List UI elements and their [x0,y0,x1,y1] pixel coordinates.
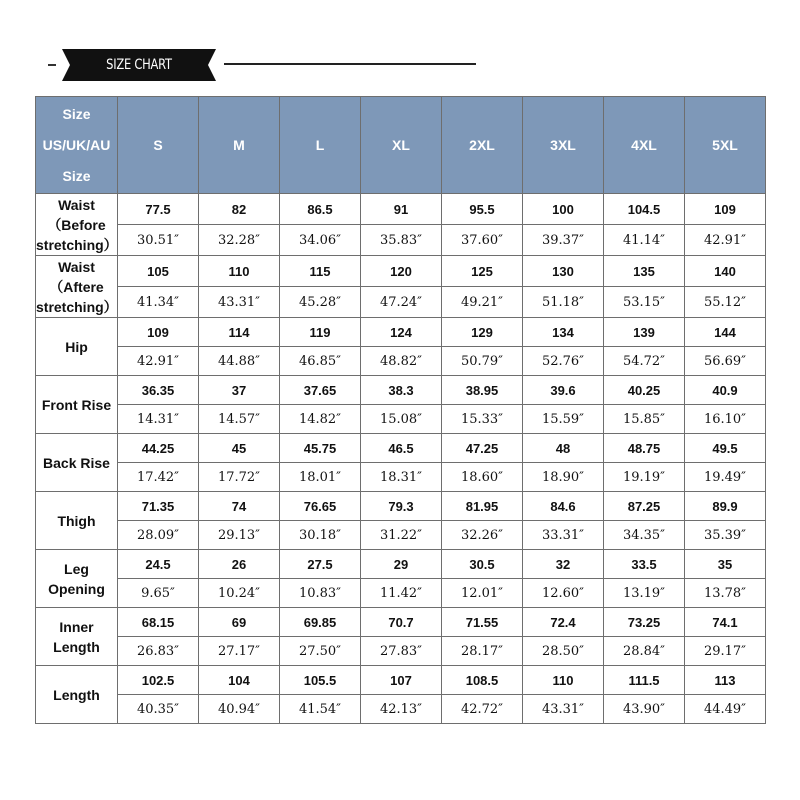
cm-value-cell: 134 [523,318,604,347]
inch-value-cell: 52.76″ [523,347,604,376]
cm-value-cell: 130 [523,256,604,287]
measure-row-inch [36,463,766,492]
size-header: XL [361,97,442,194]
cm-value-cell: 35 [685,550,766,579]
cm-value-cell: 38.3 [361,376,442,405]
measure-row-cm [36,318,766,347]
cm-value-cell: 77.5 [118,194,199,225]
inch-value-cell: 42.91″ [118,347,199,376]
cm-value-cell: 24.5 [118,550,199,579]
cm-value-cell: 45 [199,434,280,463]
inch-value-cell: 28.09″ [118,521,199,550]
measure-row-cm [36,608,766,637]
cm-value-cell: 32 [523,550,604,579]
inch-value-cell: 40.35″ [118,695,199,724]
inch-value-cell: 15.85″ [604,405,685,434]
cm-value-cell: 100 [523,194,604,225]
size-header: 2XL [442,97,523,194]
cm-value-cell: 144 [685,318,766,347]
cm-value-cell: 139 [604,318,685,347]
header-row [36,97,766,194]
cm-value-cell: 37.65 [280,376,361,405]
row-label: Thigh [36,492,118,550]
cm-value-cell: 86.5 [280,194,361,225]
cm-value-cell: 81.95 [442,492,523,521]
measure-row-cm [36,256,766,287]
inch-value-cell: 31.22″ [361,521,442,550]
cm-value-cell: 105 [118,256,199,287]
table-body [36,194,766,724]
cm-value-cell: 135 [604,256,685,287]
size-header: S [118,97,199,194]
inch-value-cell: 26.83″ [118,637,199,666]
inch-value-cell: 55.12″ [685,287,766,318]
measure-row-cm [36,434,766,463]
inch-value-cell: 13.78″ [685,579,766,608]
inch-value-cell: 15.08″ [361,405,442,434]
inch-value-cell: 50.79″ [442,347,523,376]
inch-value-cell: 37.60″ [442,225,523,256]
measure-row-inch [36,695,766,724]
corner-region-label: US/UK/AU [42,137,111,153]
measure-row-cm [36,194,766,225]
cm-value-cell: 40.25 [604,376,685,405]
cm-value-cell: 95.5 [442,194,523,225]
inch-value-cell: 39.37″ [523,225,604,256]
inch-value-cell: 43.31″ [523,695,604,724]
corner-size-label-bottom: Size [62,168,91,184]
cm-value-cell: 71.35 [118,492,199,521]
banner-flag [62,49,216,81]
inch-value-cell: 34.35″ [604,521,685,550]
cm-value-cell: 79.3 [361,492,442,521]
cm-value-cell: 104 [199,666,280,695]
inch-value-cell: 45.28″ [280,287,361,318]
inch-value-cell: 14.82″ [280,405,361,434]
cm-value-cell: 40.9 [685,376,766,405]
cm-value-cell: 84.6 [523,492,604,521]
cm-value-cell: 71.55 [442,608,523,637]
inch-value-cell: 9.65″ [118,579,199,608]
banner-dash [48,64,56,66]
inch-value-cell: 15.33″ [442,405,523,434]
inch-value-cell: 27.50″ [280,637,361,666]
cm-value-cell: 129 [442,318,523,347]
inch-value-cell: 41.14″ [604,225,685,256]
row-label: Length [36,666,118,724]
cm-value-cell: 48 [523,434,604,463]
inch-value-cell: 17.72″ [199,463,280,492]
measure-row-inch [36,225,766,256]
inch-value-cell: 43.90″ [604,695,685,724]
cm-value-cell: 102.5 [118,666,199,695]
inch-value-cell: 28.17″ [442,637,523,666]
inch-value-cell: 42.72″ [442,695,523,724]
cm-value-cell: 38.95 [442,376,523,405]
inch-value-cell: 18.31″ [361,463,442,492]
row-label: Leg Opening [36,550,118,608]
cm-value-cell: 82 [199,194,280,225]
inch-value-cell: 51.18″ [523,287,604,318]
row-label: Waist （Aftere stretching） [36,256,118,318]
inch-value-cell: 56.69″ [685,347,766,376]
cm-value-cell: 119 [280,318,361,347]
inch-value-cell: 42.13″ [361,695,442,724]
inch-value-cell: 53.15″ [604,287,685,318]
cm-value-cell: 124 [361,318,442,347]
cm-value-cell: 120 [361,256,442,287]
inch-value-cell: 18.01″ [280,463,361,492]
size-header: 3XL [523,97,604,194]
measure-row-inch [36,637,766,666]
inch-value-cell: 47.24″ [361,287,442,318]
inch-value-cell: 14.57″ [199,405,280,434]
cm-value-cell: 74.1 [685,608,766,637]
inch-value-cell: 11.42″ [361,579,442,608]
measure-row-cm [36,666,766,695]
inch-value-cell: 30.51″ [118,225,199,256]
inch-value-cell: 41.54″ [280,695,361,724]
inch-value-cell: 19.19″ [604,463,685,492]
row-label: Front Rise [36,376,118,434]
cm-value-cell: 33.5 [604,550,685,579]
inch-value-cell: 32.28″ [199,225,280,256]
size-header: 5XL [685,97,766,194]
size-header: M [199,97,280,194]
inch-value-cell: 27.83″ [361,637,442,666]
inch-value-cell: 12.01″ [442,579,523,608]
row-label: Inner Length [36,608,118,666]
inch-value-cell: 15.59″ [523,405,604,434]
inch-value-cell: 35.39″ [685,521,766,550]
cm-value-cell: 49.5 [685,434,766,463]
cm-value-cell: 87.25 [604,492,685,521]
cm-value-cell: 46.5 [361,434,442,463]
size-header: L [280,97,361,194]
cm-value-cell: 26 [199,550,280,579]
inch-value-cell: 14.31″ [118,405,199,434]
inch-value-cell: 30.18″ [280,521,361,550]
corner-size-label: Size [62,106,91,122]
inch-value-cell: 35.83″ [361,225,442,256]
cm-value-cell: 72.4 [523,608,604,637]
cm-value-cell: 91 [361,194,442,225]
cm-value-cell: 69.85 [280,608,361,637]
banner-title: SIZE CHART [106,57,172,73]
inch-value-cell: 44.88″ [199,347,280,376]
cm-value-cell: 36.35 [118,376,199,405]
cm-value-cell: 114 [199,318,280,347]
inch-value-cell: 40.94″ [199,695,280,724]
inch-value-cell: 28.84″ [604,637,685,666]
inch-value-cell: 46.85″ [280,347,361,376]
inch-value-cell: 10.24″ [199,579,280,608]
measure-row-inch [36,347,766,376]
inch-value-cell: 17.42″ [118,463,199,492]
inch-value-cell: 34.06″ [280,225,361,256]
cm-value-cell: 125 [442,256,523,287]
cm-value-cell: 110 [523,666,604,695]
cm-value-cell: 48.75 [604,434,685,463]
size-chart-banner [0,40,800,90]
measure-row-inch [36,287,766,318]
cm-value-cell: 105.5 [280,666,361,695]
cm-value-cell: 44.25 [118,434,199,463]
cm-value-cell: 140 [685,256,766,287]
cm-value-cell: 69 [199,608,280,637]
inch-value-cell: 10.83″ [280,579,361,608]
size-corner-header [36,97,118,194]
row-label: Hip [36,318,118,376]
inch-value-cell: 44.49″ [685,695,766,724]
inch-value-cell: 29.17″ [685,637,766,666]
inch-value-cell: 33.31″ [523,521,604,550]
cm-value-cell: 29 [361,550,442,579]
cm-value-cell: 70.7 [361,608,442,637]
cm-value-cell: 76.65 [280,492,361,521]
cm-value-cell: 37 [199,376,280,405]
inch-value-cell: 16.10″ [685,405,766,434]
cm-value-cell: 113 [685,666,766,695]
cm-value-cell: 27.5 [280,550,361,579]
cm-value-cell: 115 [280,256,361,287]
inch-value-cell: 27.17″ [199,637,280,666]
banner-divider [224,63,476,65]
inch-value-cell: 32.26″ [442,521,523,550]
inch-value-cell: 18.60″ [442,463,523,492]
cm-value-cell: 89.9 [685,492,766,521]
cm-value-cell: 108.5 [442,666,523,695]
inch-value-cell: 49.21″ [442,287,523,318]
cm-value-cell: 39.6 [523,376,604,405]
cm-value-cell: 109 [118,318,199,347]
cm-value-cell: 107 [361,666,442,695]
inch-value-cell: 13.19″ [604,579,685,608]
cm-value-cell: 111.5 [604,666,685,695]
row-label: Waist （Before stretching） [36,194,118,256]
size-header: 4XL [604,97,685,194]
inch-value-cell: 43.31″ [199,287,280,318]
cm-value-cell: 74 [199,492,280,521]
measure-row-cm [36,376,766,405]
cm-value-cell: 110 [199,256,280,287]
cm-value-cell: 47.25 [442,434,523,463]
size-chart-table [35,96,766,724]
measure-row-inch [36,405,766,434]
measure-row-cm [36,550,766,579]
measure-row-inch [36,579,766,608]
inch-value-cell: 42.91″ [685,225,766,256]
inch-value-cell: 41.34″ [118,287,199,318]
inch-value-cell: 29.13″ [199,521,280,550]
inch-value-cell: 54.72″ [604,347,685,376]
measure-row-inch [36,521,766,550]
inch-value-cell: 48.82″ [361,347,442,376]
inch-value-cell: 19.49″ [685,463,766,492]
inch-value-cell: 28.50″ [523,637,604,666]
cm-value-cell: 73.25 [604,608,685,637]
cm-value-cell: 104.5 [604,194,685,225]
cm-value-cell: 109 [685,194,766,225]
measure-row-cm [36,492,766,521]
inch-value-cell: 12.60″ [523,579,604,608]
cm-value-cell: 68.15 [118,608,199,637]
row-label: Back Rise [36,434,118,492]
inch-value-cell: 18.90″ [523,463,604,492]
cm-value-cell: 30.5 [442,550,523,579]
cm-value-cell: 45.75 [280,434,361,463]
